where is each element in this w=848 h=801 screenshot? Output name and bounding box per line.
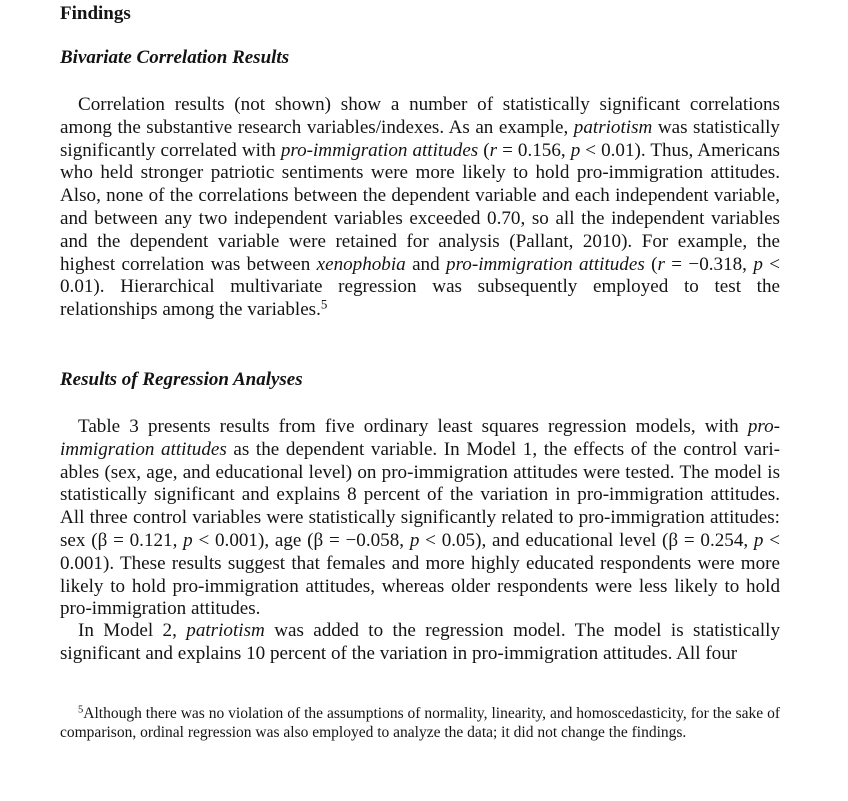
text-run: (: [644, 253, 658, 275]
stat-symbol: p: [753, 529, 764, 551]
italic-term: pro-immigration attitudes: [446, 253, 645, 275]
text-run: < 0.01). Thus, Americans who held stronger patriotic sentiments were more likely to hold pro-immigration attitudes. Also, none of the correlations between the dependent variable and each independent variable, and between any two independent variables exceeded 0.70, so all the independent variables and the dependent variable were retained for analysis (Pallant, 2010). For example, the highest correlation was between: [60, 139, 780, 275]
text-run: < 0.001), age (β = −0.058,: [192, 529, 410, 551]
text-run: was statistically significantly correlated with: [60, 116, 780, 161]
stat-symbol: p: [753, 253, 763, 275]
text-run: and: [405, 253, 447, 275]
section-heading: Findings: [60, 3, 131, 24]
text-run: < 0.05), and educational level (β = 0.254,: [419, 529, 754, 551]
text-run: Table 3 presents results from five ordinary least squares regression models, with: [78, 416, 748, 437]
stat-symbol: p: [183, 529, 193, 551]
footnote-reference[interactable]: 5: [320, 296, 328, 312]
text-run: = −0.318,: [664, 253, 754, 275]
stat-symbol: r: [657, 253, 665, 275]
text-run: Correlation results (not shown) show a number of statistically significant correlations among the substantive research variables/indexes. As an example,: [60, 94, 780, 138]
italic-term: patriotism: [186, 620, 265, 641]
subsection-heading-bivariate: Bivariate Correlation Results: [60, 47, 290, 68]
italic-term: pro-immigration attitudes: [280, 139, 479, 161]
paragraph-bivariate-results: [60, 94, 780, 322]
text-run: as the dependent variable. In Model 1, the effects of the control variables (sex, age, and educational level) on pro-immigration attitudes were tested. The model is statistically significant and explains 8 percent of the variation in pro-immigration attitudes. All three control variables were statistically significantly related to pro-immigration attitudes: sex (β = 0.121,: [60, 438, 780, 551]
stat-symbol: p: [409, 529, 420, 551]
footnote-mark: 5: [78, 704, 84, 716]
text-run: In Model 2,: [78, 620, 187, 641]
italic-term: xenophobia: [316, 253, 406, 275]
paragraph-regression-model-2: [60, 620, 780, 666]
text-run: < 0.01). Hierarchical multivariate regression was subsequently employed to test the relationships among the variables.: [60, 253, 780, 321]
italic-term: patriotism: [573, 116, 653, 138]
text-run: was added to the regression model. The model is statistically significant and explains 10 percent of the variation in pro-immigration attitudes. All four: [60, 620, 780, 664]
text-run: = 0.156,: [497, 139, 571, 161]
italic-term: pro-immigration attitudes: [60, 416, 780, 460]
footnote-text: Although there was no violation of the assumptions of normality, linearity, and homoscedasticity, for the sake of comparison, ordinal regression was also employed to analyze the data; it did not change the findings.: [60, 705, 780, 741]
subsection-heading-regression: Results of Regression Analyses: [60, 369, 303, 390]
footnote: [60, 705, 780, 742]
stat-symbol: p: [570, 139, 581, 161]
paragraph-regression-model-1: [60, 416, 780, 621]
stat-symbol: r: [489, 139, 498, 161]
text-run: < 0.001). These results suggest that females and more highly educated respondents were more likely to hold pro-immigration attitudes, whereas older respondents were less likely to hold pro-immigration attitudes.: [60, 529, 781, 620]
text-run: (: [478, 139, 490, 161]
